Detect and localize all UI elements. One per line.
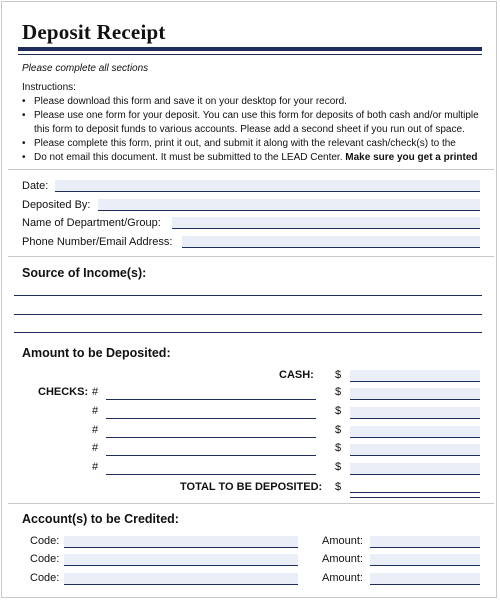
dollar-sign: $ xyxy=(335,405,342,417)
title-rule-thin xyxy=(18,54,482,55)
title-rule xyxy=(18,47,482,51)
bullet-icon: • xyxy=(22,152,26,163)
total-amount-field[interactable] xyxy=(350,492,480,498)
check-number-sign: # xyxy=(92,442,99,454)
instruction-item: • Do not email this document. It must be submitted to the LEAD Center. Make sure you get a printed xyxy=(22,152,478,163)
cash-amount-field[interactable] xyxy=(350,370,480,382)
contact-label: Phone Number/Email Address: xyxy=(22,236,173,248)
code-field[interactable] xyxy=(64,573,298,585)
completion-note: Please complete all sections xyxy=(22,63,149,74)
contact-field[interactable] xyxy=(182,236,480,248)
date-field[interactable] xyxy=(55,180,480,192)
dollar-sign: $ xyxy=(335,424,342,436)
check-number-line[interactable] xyxy=(106,437,316,438)
accounts-heading: Account(s) to be Credited: xyxy=(22,512,179,526)
code-label: Code: xyxy=(30,535,60,547)
instruction-item: • Please complete this form, print it out, and submit it along with the relevant cash/check(s) to the xyxy=(22,138,456,149)
check-amount-field[interactable] xyxy=(350,463,480,475)
dollar-sign: $ xyxy=(335,386,342,398)
instructions-heading: Instructions: xyxy=(22,82,76,93)
code-label: Code: xyxy=(30,553,60,565)
check-amount-field[interactable] xyxy=(350,426,480,438)
deposit-heading: Amount to be Deposited: xyxy=(22,346,171,360)
department-field[interactable] xyxy=(172,217,480,229)
credit-amount-field[interactable] xyxy=(370,536,480,548)
check-number-line[interactable] xyxy=(106,455,316,456)
section-divider xyxy=(8,169,494,170)
income-line[interactable] xyxy=(14,332,482,333)
dollar-sign: $ xyxy=(335,369,342,381)
section-divider xyxy=(8,503,494,504)
instruction-item: • Please use one form for your deposit. You can use this form for deposits of both cash and/or multiple xyxy=(22,110,479,121)
check-number-sign: # xyxy=(92,405,99,417)
department-label: Name of Department/Group: xyxy=(22,217,161,229)
bullet-icon: • xyxy=(22,96,26,107)
dollar-sign: $ xyxy=(335,481,342,493)
date-label: Date: xyxy=(22,180,49,192)
total-label: TOTAL TO BE DEPOSITED: xyxy=(180,481,323,493)
bullet-icon: • xyxy=(22,110,26,121)
deposited-by-label: Deposited By: xyxy=(22,199,91,211)
dollar-sign: $ xyxy=(335,461,342,473)
income-line[interactable] xyxy=(14,314,482,315)
check-number-line[interactable] xyxy=(106,399,316,400)
code-field[interactable] xyxy=(64,536,298,548)
deposited-by-field[interactable] xyxy=(98,199,480,211)
check-amount-field[interactable] xyxy=(350,407,480,419)
amount-label: Amount: xyxy=(322,535,363,547)
check-number-sign: # xyxy=(92,424,99,436)
page-title: Deposit Receipt xyxy=(22,20,166,44)
instructions-list xyxy=(22,95,492,165)
credit-amount-field[interactable] xyxy=(370,554,480,566)
income-line[interactable] xyxy=(14,295,482,296)
check-number-sign: # xyxy=(92,386,99,398)
income-heading: Source of Income(s): xyxy=(22,266,147,280)
check-amount-field[interactable] xyxy=(350,444,480,456)
check-number-sign: # xyxy=(92,461,99,473)
dollar-sign: $ xyxy=(335,442,342,454)
check-amount-field[interactable] xyxy=(350,388,480,400)
printed-note-bold: Make sure you get a printed xyxy=(345,152,478,163)
instruction-item: • Please download this form and save it on your desktop for your record. xyxy=(22,96,347,107)
amount-label: Amount: xyxy=(322,572,363,584)
bullet-icon: • xyxy=(22,138,26,149)
code-label: Code: xyxy=(30,572,60,584)
section-divider xyxy=(8,256,494,257)
check-number-line[interactable] xyxy=(106,474,316,475)
credit-amount-field[interactable] xyxy=(370,573,480,585)
instruction-item-continued: this form to deposit funds to various accounts. Please add a second sheet if you run out of space. xyxy=(34,124,465,135)
cash-label: CASH: xyxy=(279,369,314,381)
amount-label: Amount: xyxy=(322,553,363,565)
code-field[interactable] xyxy=(64,554,298,566)
check-number-line[interactable] xyxy=(106,418,316,419)
checks-label: CHECKS: xyxy=(38,386,89,398)
